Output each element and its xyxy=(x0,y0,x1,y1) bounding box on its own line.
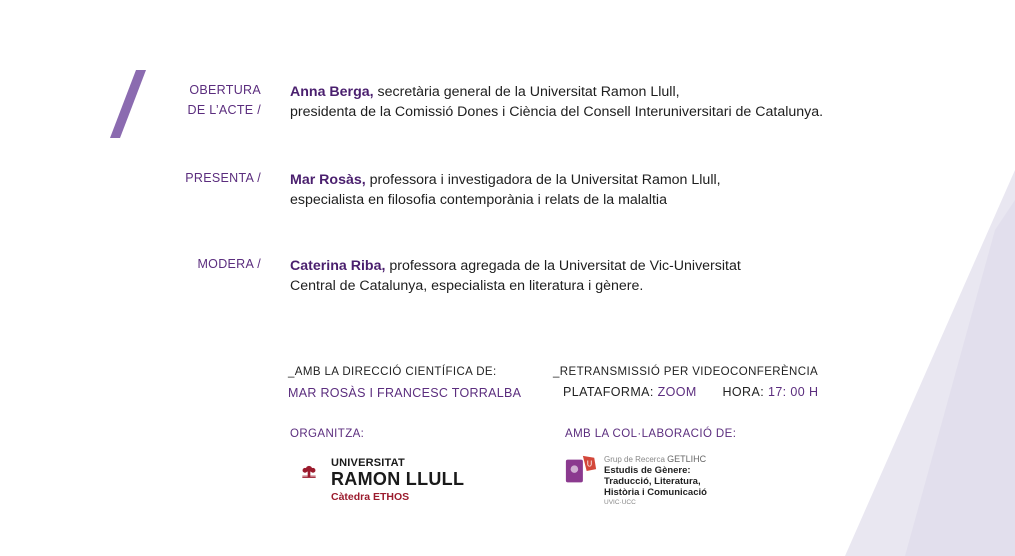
getlihc-logo-icon xyxy=(563,454,599,488)
label-line: PRESENTA / xyxy=(185,171,261,185)
speaker-role-2: Central de Catalunya, especialista en literatura i gènere. xyxy=(290,278,644,294)
speaker-role-2: especialista en filosofia contemporània i relats de la malaltia xyxy=(290,192,667,208)
url-logo-subtitle: Càtedra ETHOS xyxy=(331,491,410,503)
program-description-moderator xyxy=(290,256,816,296)
speaker-name: Anna Berga, xyxy=(290,84,374,100)
program-description-presenter xyxy=(290,170,805,210)
program-label-presenter xyxy=(185,168,261,188)
svg-text:U: U xyxy=(586,459,593,469)
broadcast-heading: _RETRANSMISSIÓ PER VIDEOCONFERÈNCIA xyxy=(553,366,819,378)
speaker-role: secretària general de la Universitat Ramon Llull, xyxy=(373,84,680,100)
direction-names: MAR ROSÀS I FRANCESC TORRALBA xyxy=(288,386,522,400)
platform-label: PLATAFORMA: xyxy=(563,385,654,399)
speaker-role: professora i investigadora de la Universitat Ramon Llull, xyxy=(365,172,721,188)
speaker-name: Mar Rosàs, xyxy=(290,172,366,188)
desc-line xyxy=(290,256,816,276)
background-diagonal-shape xyxy=(845,170,1015,556)
time-value: 17: 00 H xyxy=(767,385,819,399)
label-line: DE L’ACTE / xyxy=(187,103,261,117)
label-line: OBERTURA xyxy=(189,83,261,97)
getlihc-title-line: Traducció, Literatura, xyxy=(604,476,701,487)
desc-line xyxy=(290,170,805,190)
getlihc-title-line: Història i Comunicació xyxy=(604,487,707,498)
getlihc-footer: UVIC·UCC xyxy=(604,499,636,506)
program-label-opening xyxy=(188,80,261,120)
platform-value: ZOOM xyxy=(657,385,697,399)
speaker-role-2: presidenta de la Comissió Dones i Ciència del Consell Interuniversitari de Catalunya. xyxy=(290,104,824,120)
label-line: MODERA / xyxy=(197,257,261,271)
desc-line xyxy=(290,82,930,102)
url-logo-line2: RAMON LLULL xyxy=(331,469,465,489)
collaboration-heading: AMB LA COL·LABORACIÓ DE: xyxy=(565,428,737,440)
getlihc-title xyxy=(604,465,707,498)
getlihc-title-line: Estudis de Gènere: xyxy=(604,465,691,476)
time-label: HORA: xyxy=(722,385,765,399)
broadcast-details xyxy=(563,385,818,399)
getlihc-prefix: Grup de Recerca xyxy=(604,455,665,464)
program-label-moderator xyxy=(197,254,261,274)
decorative-slash xyxy=(108,70,148,138)
url-tree-logo-icon xyxy=(289,452,329,492)
url-logo-line1: UNIVERSITAT xyxy=(331,457,405,469)
direction-heading: _AMB LA DIRECCIÓ CIENTÍFICA DE: xyxy=(288,366,497,378)
speaker-role: professora agregada de la Universitat de Vic-Universitat xyxy=(385,258,741,274)
getlihc-group-label xyxy=(604,454,706,464)
program-description-opening xyxy=(290,82,930,122)
organizer-heading: ORGANITZA: xyxy=(290,428,365,440)
speaker-name: Caterina Riba, xyxy=(290,258,386,274)
getlihc-name: GETLIHC xyxy=(667,454,707,464)
